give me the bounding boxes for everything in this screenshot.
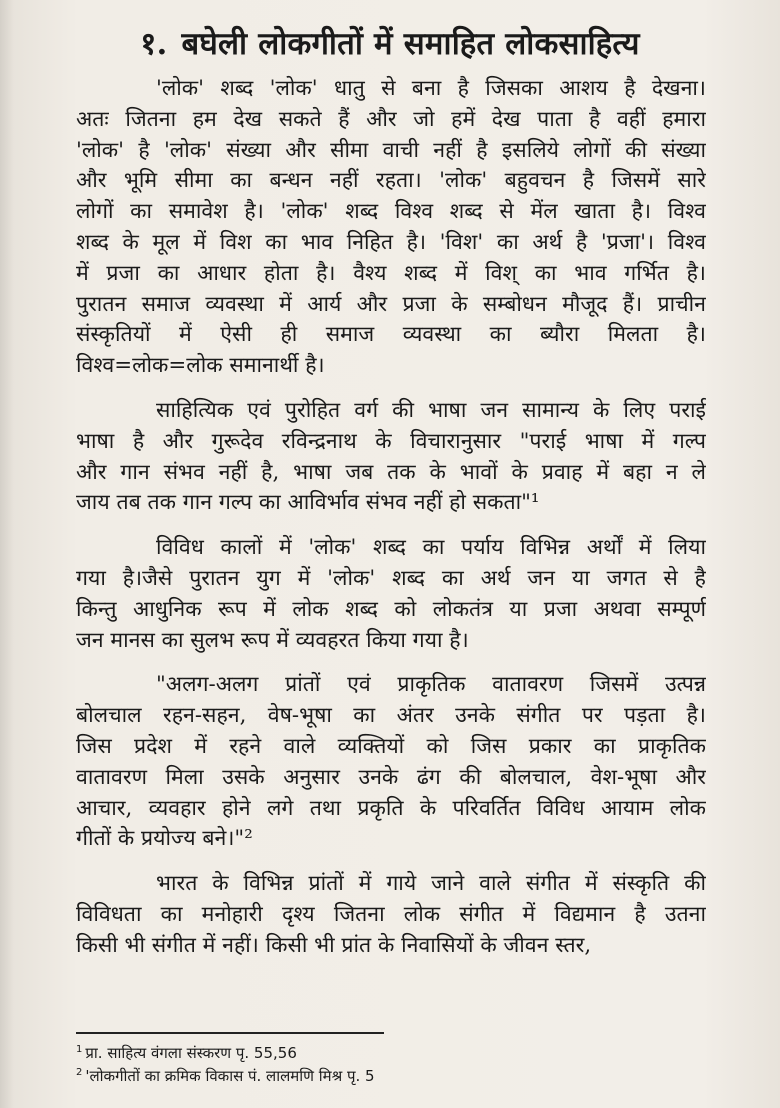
chapter-title: बघेली लोकगीतों में समाहित लोकसाहित्य (181, 26, 640, 62)
text-line: 'लोक' शब्द 'लोक' धातु से बना है जिसका आशय है देखना। (156, 76, 706, 101)
text-line: शब्द के मूल में विश का भाव निहित है। 'विश' का अर्थ है 'प्रजा'। विश्व (76, 229, 706, 255)
footnote-mark: 2 (76, 1067, 83, 1078)
text-line: लोगों का समावेश है। 'लोक' शब्द विश्व शब्द से मेंल खाता है। विश्व (76, 199, 706, 225)
footnotes (76, 1042, 716, 1088)
text-line: पुरातन समाज व्यवस्था में आर्य और प्रजा के सम्बोधन मौजूद हैं। प्राचीन (76, 291, 706, 317)
body-text (76, 74, 706, 976)
footnote-text: 'लोकगीतों का क्रमिक विकास पं. लालमणि मिश्र पृ. 5 (85, 1067, 375, 1085)
text-line: गया है।जैसे पुरातन युग में 'लोक' शब्द का अर्थ जन या जगत से है (76, 565, 706, 591)
text-line: वातावरण मिला उसके अनुसार उनके ढंग की बोलचाल, वेश-भूषा और (76, 764, 706, 790)
text-line: में प्रजा का आधार होता है। वैश्य शब्द में विश् का भाव गर्भित है। (76, 260, 706, 286)
text-line: साहित्यिक एवं पुरोहित वर्ग की भाषा जन सामान्य के लिए पराई (156, 397, 706, 423)
paragraph (76, 670, 706, 855)
paragraph (76, 396, 706, 519)
text-line: बोलचाल रहन-सहन, वेष-भूषा का अंतर उनके संगीत पर पड़ता है। (76, 703, 706, 729)
binding-shadow (0, 0, 14, 1108)
text-line: जन मानस का सुलभ रूप में व्यवहरत किया गया है। (76, 627, 469, 653)
text-line: किन्तु आधुनिक रूप में लोक शब्द को लोकतंत्र या प्रजा अथवा सम्पूर्ण (76, 596, 706, 622)
footnote (76, 1042, 716, 1065)
text-line: और गान संभव नहीं है, भाषा जब तक के भावों के प्रवाह में बहा न ले (76, 459, 706, 485)
text-line: संस्कृतियों में ऐसी ही समाज व्यवस्था का ब्यौरा मिलता है। (76, 322, 706, 348)
text-line: विश्व=लोक=लोक समानार्थी है। (76, 353, 325, 379)
footnote-text: प्रा. साहित्य वंगला संस्करण पृ. 55,56 (85, 1044, 297, 1062)
paragraph (76, 533, 706, 656)
text-line: गीतों के प्रयोज्य बने।"² (76, 826, 253, 852)
text-line: "अलग-अलग प्रांतों एवं प्राकृतिक वातावरण जिसमें उत्पन्न (156, 672, 706, 698)
footnote (76, 1065, 716, 1088)
text-line: 'लोक' है 'लोक' संख्या और सीमा वाची नहीं है इसलिये लोगों की संख्या (76, 137, 706, 163)
chapter-heading (0, 22, 780, 64)
footnote-rule (76, 1032, 384, 1034)
chapter-number: १. (140, 26, 168, 62)
text-line: किसी भी संगीत में नहीं। किसी भी प्रांत के निवासियों के जीवन स्तर, (76, 932, 592, 958)
text-line: जाय तब तक गान गल्प का आविर्भाव संभव नहीं हो सकता"¹ (76, 490, 540, 516)
paragraph (76, 74, 706, 382)
footnote-mark: 1 (76, 1044, 83, 1055)
text-line: जिस प्रदेश में रहने वाले व्यक्तियों को जिस प्रकार का प्राकृतिक (76, 733, 706, 759)
text-line: विविधता का मनोहारी दृश्य जितना लोक संगीत में विद्यमान है उतना (76, 901, 706, 927)
text-line: भारत के विभिन्न प्रांतों में गाये जाने वाले संगीत में संस्कृति की (156, 871, 706, 897)
text-line: आचार, व्यवहार होने लगे तथा प्रकृति के परिवर्तित विविध आयाम लोक (76, 795, 706, 821)
text-line: भाषा है और गुरूदेव रविन्द्रनाथ के विचारानुसार "पराई भाषा में गल्प (76, 428, 706, 454)
text-line: अतः जितना हम देख सकते हैं और जो हमें देख पाता है वहीं हमारा (76, 106, 706, 132)
text-line: और भूमि सीमा का बन्धन नहीं रहता। 'लोक' बहुवचन है जिसमें सारे (76, 168, 706, 194)
paragraph (76, 869, 706, 961)
text-line: विविध कालों में 'लोक' शब्द का पर्याय विभिन्न अर्थों में लिया (156, 535, 706, 561)
